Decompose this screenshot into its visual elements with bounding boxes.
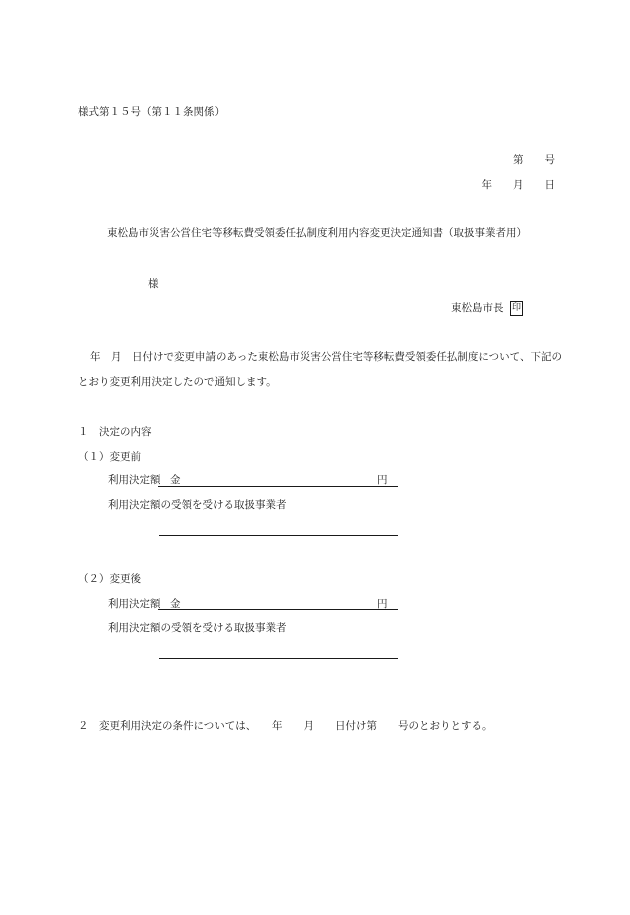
after-amount-label: 利用決定額 <box>108 598 161 610</box>
form-number: 様式第１５号（第１１条関係） <box>78 106 225 118</box>
body-line-1: 年 月 日付けで変更申請のあった東松島市災害公営住宅等移転費受領委任払制度について、下記の <box>90 351 562 363</box>
after-operator-label: 利用決定額の受領を受ける取扱事業者 <box>108 622 287 634</box>
document-number: 第 号 <box>513 154 555 166</box>
body-line-2: とおり変更利用決定したので通知します。 <box>78 376 277 388</box>
seal-box: 印 <box>510 301 523 316</box>
after-operator-line <box>159 658 398 659</box>
before-amount-label: 利用決定額 <box>108 474 161 486</box>
section2-conditions: ２ 変更利用決定の条件については、 年 月 日付け第 号のとおりとする。 <box>78 720 493 732</box>
after-kin: 金 <box>170 598 181 610</box>
issue-date: 年 月 日 <box>481 179 555 191</box>
addressee-suffix: 様 <box>148 278 159 290</box>
before-operator-line <box>159 535 398 536</box>
after-amount-line <box>158 609 398 610</box>
document-title: 東松島市災害公営住宅等移転費受領委任払制度利用内容変更決定通知書（取扱事業者用） <box>107 227 527 239</box>
issuer-name: 東松島市長 <box>451 302 504 314</box>
before-amount-line <box>158 486 398 487</box>
before-yen: 円 <box>377 474 388 486</box>
after-label: （２）変更後 <box>78 573 141 585</box>
before-kin: 金 <box>170 474 181 486</box>
before-label: （１）変更前 <box>78 451 141 463</box>
before-operator-label: 利用決定額の受領を受ける取扱事業者 <box>108 499 287 511</box>
after-yen: 円 <box>377 598 388 610</box>
section1-heading: １ 決定の内容 <box>78 426 152 438</box>
